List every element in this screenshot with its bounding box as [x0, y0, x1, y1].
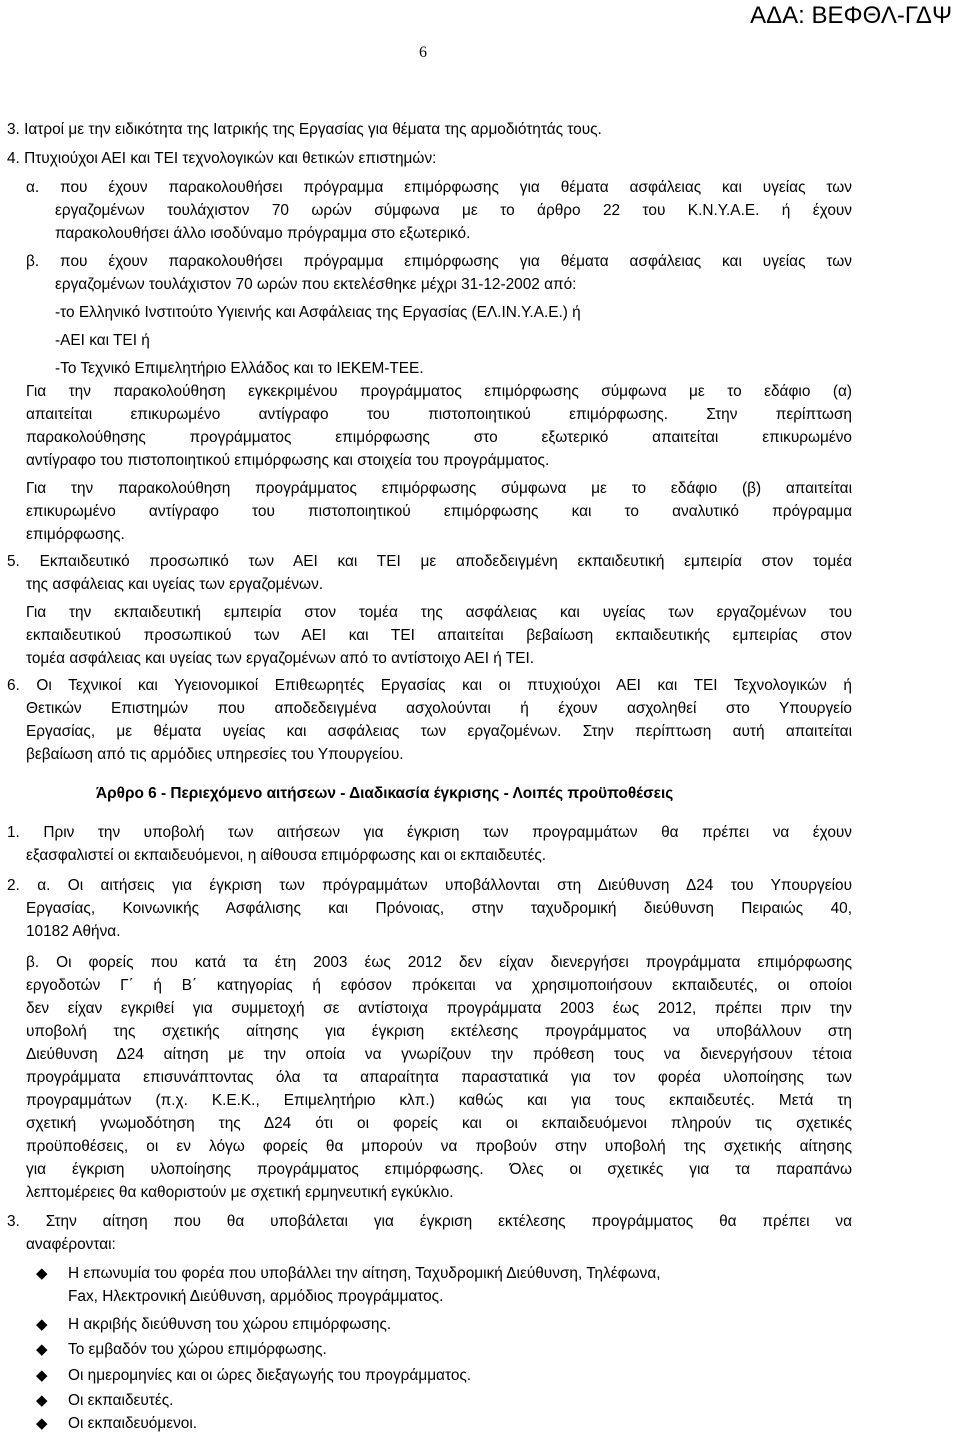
text-line: παρακολούθησης προγράμματος επιμόρφωσης στο εξωτερικό απαιτείται επικυρωμένο — [26, 429, 852, 446]
text-line: βεβαίωση από τις αρμόδιες υπηρεσίες του Υπουργείου. — [26, 746, 404, 763]
text-line: α. που έχουν παρακολουθήσει πρόγραμμα επιμόρφωσης για θέματα ασφάλειας και υγείας των — [26, 179, 852, 196]
list-item: Οι εκπαιδευόμενοι. — [68, 1415, 198, 1432]
page-number: 6 — [419, 44, 427, 61]
text-line: προγράμματα επισυνάπτοντας όλα τα απαραίτητα παραστατικά για τον φορέα υλοποίησης των — [26, 1069, 852, 1086]
text-line: σχετική γνωμοδότηση της Δ24 ότι οι φορείς και οι εκπαιδευόμενοι πληρούν τις σχετικές — [26, 1115, 852, 1132]
text-line: -ΑΕΙ και ΤΕΙ ή — [55, 332, 150, 349]
text-line: Εργασίας, Κοινωνικής Ασφάλισης και Πρόνοιας, στην ταχυδρομική διεύθυνση Πειραιώς 40, — [26, 900, 852, 917]
text-line: αντίγραφο του πιστοποιητικού επιμόρφωσης και στοιχεία του προγράμματος. — [26, 452, 550, 469]
text-line: τομέα ασφάλειας και υγείας των εργαζομένων από το αντίστοιχο ΑΕΙ ή ΤΕΙ. — [26, 650, 535, 667]
text-line: παρακολουθήσει άλλο ισοδύναμο πρόγραμμα στο εξωτερικό. — [55, 225, 471, 242]
text-line: απαιτείται επικυρωμένο αντίγραφο του πιστοποιητικού επιμόρφωσης. Στην περίπτωση — [26, 406, 852, 423]
text-line: Θετικών Επιστημών που αποδεδειγμένα ασχολούνται ή έχουν ασχοληθεί στο Υπουργείο — [26, 700, 852, 717]
list-item: Οι ημερομηνίες και οι ώρες διεξαγωγής του προγράμματος. — [68, 1367, 472, 1384]
text-line: εξασφαλιστεί οι εκπαιδευόμενοι, η αίθουσα επιμόρφωσης και οι εκπαιδευτές. — [26, 847, 547, 864]
text-line: 3. Ιατροί με την ειδικότητα της Ιατρικής της Εργασίας για θέματα της αρμοδιότητάς τους. — [7, 121, 602, 138]
text-line: β. Οι φορείς που κατά τα έτη 2003 έως 2012 δεν είχαν διενεργήσει προγράμματα επιμόρφωσης — [26, 954, 852, 971]
diamond-bullet-icon: ◆ — [36, 1392, 48, 1409]
list-item: Fax, Ηλεκτρονική Διεύθυνση, αρμόδιος προγράμματος. — [68, 1288, 444, 1305]
text-line: επικυρωμένο αντίγραφο του πιστοποιητικού επιμόρφωσης και το αναλυτικό πρόγραμμα — [26, 503, 852, 520]
text-line: εκπαιδευτικού προσωπικού των ΑΕΙ και ΤΕΙ απαιτείται βεβαίωση εκπαιδευτικής εμπειρίας στον — [26, 627, 852, 644]
text-line: Διεύθυνση Δ24 αίτηση με την οποία να γνωρίζουν την πρόθεση τους να διενεργήσουν τέτοια — [26, 1046, 852, 1063]
text-line: 5. Εκπαιδευτικό προσωπικό των ΑΕΙ και ΤΕΙ με αποδεδειγμένη εκπαιδευτική εμπειρία στον τομέα — [7, 553, 852, 570]
text-line: Για την παρακολούθηση προγράμματος επιμόρφωσης σύμφωνα με το εδάφιο (β) απαιτείται — [26, 480, 852, 497]
text-line: -Το Τεχνικό Επιμελητήριο Ελλάδος και το ΙΕΚΕΜ-ΤΕΕ. — [55, 360, 424, 377]
text-line: Για την εκπαιδευτική εμπειρία στον τομέα της ασφάλειας και υγείας των εργαζομένων του — [26, 604, 852, 621]
text-line: προγραμμάτων (π.χ. Κ.Ε.Κ., Επιμελητήριο κλπ.) καθώς και για τους εκπαιδευτές. Μετά τη — [26, 1092, 852, 1109]
text-line: υποβολή της σχετικής αίτησης για έγκριση εκτέλεσης προγράμματος να υποβάλλουν στη — [26, 1023, 852, 1040]
text-line: 6. Οι Τεχνικοί και Υγειονομικοί Επιθεωρητές Εργασίας και οι πτυχιούχοι ΑΕΙ και ΤΕΙ Τεχνολογικών ή — [7, 677, 852, 694]
diamond-bullet-icon: ◆ — [36, 1316, 48, 1333]
diamond-bullet-icon: ◆ — [36, 1341, 48, 1358]
text-line: αναφέρονται: — [26, 1236, 116, 1253]
text-line: προϋποθέσεις, οι εν λόγω φορείς θα μπορούν να προβούν στην υποβολή της σχετικής αίτησης — [26, 1138, 852, 1155]
text-line: 3. Στην αίτηση που θα υποβάλεται για έγκριση εκτέλεσης προγράμματος θα πρέπει να — [7, 1213, 852, 1230]
text-line: για έγκριση υλοποίησης προγράμματος επιμόρφωσης. Όλες οι σχετικές για τα παραπάνω — [26, 1161, 852, 1178]
text-line: 10182 Αθήνα. — [26, 923, 121, 940]
text-line: -το Ελληνικό Ινστιτούτο Υγιεινής και Ασφάλειας της Εργασίας (ΕΛ.ΙΝ.Υ.Α.Ε.) ή — [55, 304, 581, 321]
list-item: Η ακριβής διεύθυνση του χώρου επιμόρφωσης. — [68, 1316, 392, 1333]
text-line: λεπτομέρειες θα καθοριστούν με σχετική ερμηνευτική εγκύκλιο. — [26, 1184, 454, 1201]
text-line: εργοδοτών Γ΄ ή Β΄ κατηγορίας ή εφόσον πρόκειται να χρησιμοποιήσουν εκπαιδευτές, οι οποίοι — [26, 977, 852, 994]
text-line: δεν είχαν εγκριθεί για συμμετοχή σε αντίστοιχα προγράμματα 2003 έως 2012, πρέπει πριν την — [26, 1000, 852, 1017]
text-line: Για την παρακολούθηση εγκεκριμένου προγράμματος επιμόρφωσης σύμφωνα με το εδάφιο (α) — [26, 383, 852, 400]
diamond-bullet-icon: ◆ — [36, 1367, 48, 1384]
list-item: Το εμβαδόν του χώρου επιμόρφωσης. — [68, 1341, 327, 1358]
text-line: εργαζομένων τουλάχιστον 70 ωρών που εκτελέσθηκε μέχρι 31-12-2002 από: — [55, 276, 577, 293]
ada-code: ΑΔΑ: ΒΕΦΘΛ-ΓΔΨ — [750, 2, 952, 29]
diamond-bullet-icon: ◆ — [36, 1265, 48, 1282]
text-line: 4. Πτυχιούχοι ΑΕΙ και ΤΕΙ τεχνολογικών και θετικών επιστημών: — [7, 150, 437, 167]
text-line: επιμόρφωσης. — [26, 526, 125, 543]
list-item: Οι εκπαιδευτές. — [68, 1392, 174, 1409]
text-line: 2. α. Οι αιτήσεις για έγκριση των πρόγραμμάτων υποβάλλονται στη Διεύθυνση Δ24 του Υπουργείου — [7, 877, 852, 894]
text-line: 1. Πριν την υποβολή των αιτήσεων για έγκριση των προγραμμάτων θα πρέπει να έχουν — [7, 824, 852, 841]
text-line: της ασφάλειας και υγείας των εργαζομένων. — [26, 576, 324, 593]
text-line: β. που έχουν παρακολουθήσει πρόγραμμα επιμόρφωσης για θέματα ασφάλειας και υγείας των — [26, 253, 852, 270]
text-line: εργαζομένων τουλάχιστον 70 ωρών σύμφωνα με το άρθρο 22 του Κ.Ν.Υ.Α.Ε. ή έχουν — [55, 202, 852, 219]
section-heading: Άρθρο 6 - Περιεχόμενο αιτήσεων - Διαδικασία έγκρισης - Λοιπές προϋποθέσεις — [96, 785, 674, 802]
diamond-bullet-icon: ◆ — [36, 1415, 48, 1432]
text-line: Εργασίας, με θέματα υγείας και ασφάλειας των εργαζομένων. Στην περίπτωση αυτή απαιτείται — [26, 723, 852, 740]
list-item: Η επωνυμία του φορέα που υποβάλλει την αίτηση, Ταχυδρομική Διεύθυνση, Τηλέφωνα, — [68, 1265, 661, 1282]
